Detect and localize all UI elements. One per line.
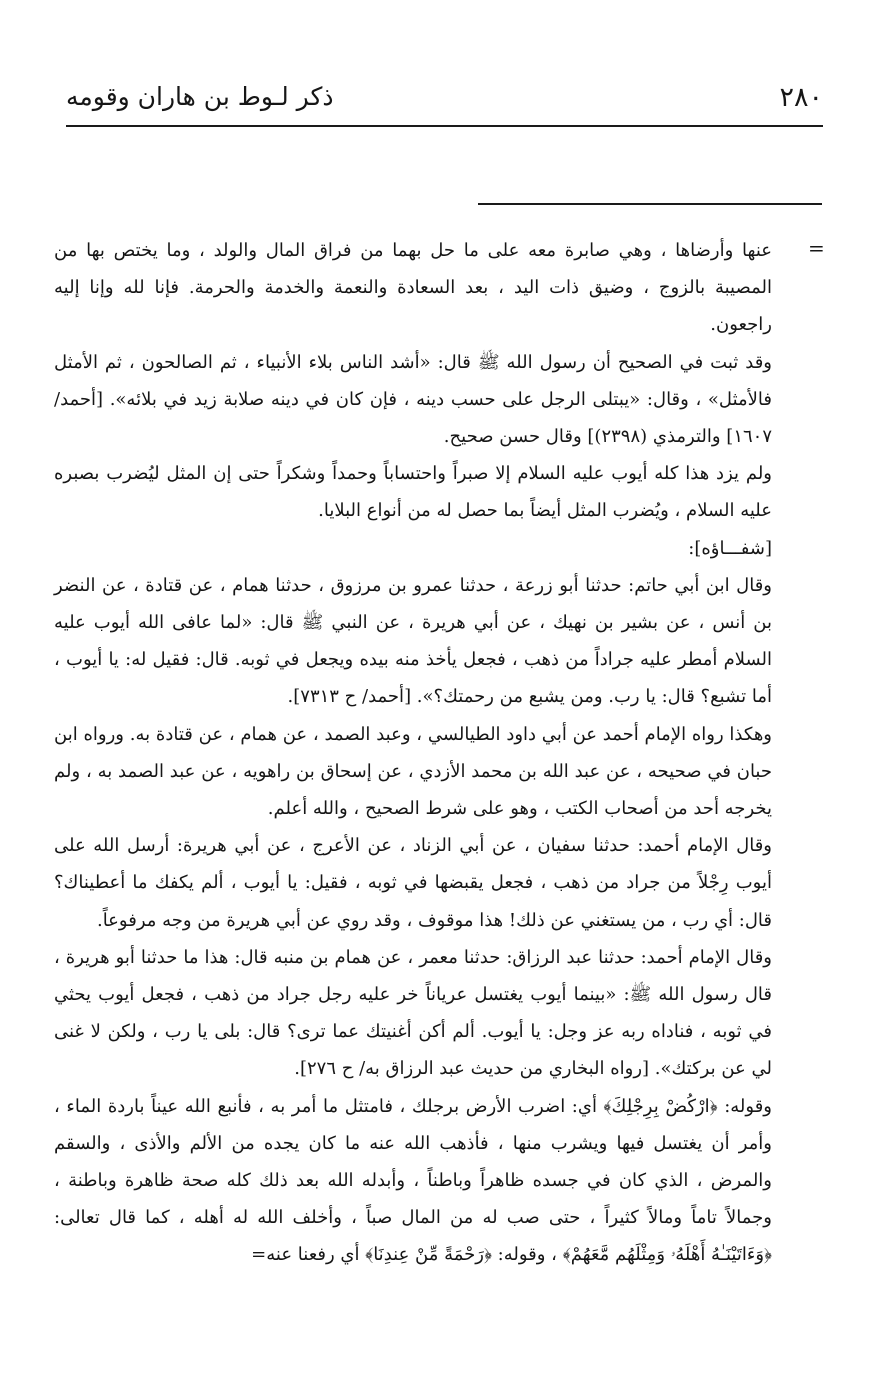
paragraph: عنها وأرضاها ، وهي صابرة معه على ما حل بهما من فراق المال والولد ، وما يختص بها من المصيبة بالزوج ، وضيق ذات اليد ، بعد السعادة والنعمة والخدمة والحرمة. فإنا لله وإنا إليه راجعون.: [54, 240, 772, 336]
section-heading: [شفـــاؤه]:: [688, 537, 772, 559]
paragraph-text: وقوله: ﴿ارْكُضْ بِرِجْلِكَ﴾ أي: اضرب الأرض برجلك ، فامتثل ما أمر به ، فأنبع الله عيناً باردة الماء ، وأمر أن يغتسل فيها ويشرب منها ، فأذهب الله عنه ما كان يجده من الألم والأذى ، والسقم والمرض ، الذي كان في جسده ظاهراً وباطناً ، وأبدله الله بعد ذلك كله صحة ظاهرة وباطنة ، وجمالاً تاماً ومالاً كثيراً ، حتى صب له من المال صباً ، وأخلف الله له أهله ، كما قال تعالى: ﴿وَءَاتَيْنَـٰهُ أَهْلَهُۥ وَمِثْلَهُم مَّعَهُمْ﴾ ، وقوله: ﴿رَحْمَةً مِّنْ عِندِنَا﴾ أي رفعنا عنه: [54, 1095, 772, 1266]
paragraph: ولم يزد هذا كله أيوب عليه السلام إلا صبراً واحتساباً وحمداً وشكراً حتى إن المثل ليُضرب بصبره عليه السلام ، ويُضرب المثل أيضاً بما حصل له من أنواع البلايا.: [54, 463, 772, 522]
paragraph: وهكذا رواه الإمام أحمد عن أبي داود الطيالسي ، وعبد الصمد ، عن همام ، عن قتادة به. ورواه ابن حبان في صحيحه ، عن عبد الله بن محمد الأزدي ، عن إسحاق بن راهويه ، عن عبد الصمد به ، ولم يخرجه أحد من أصحاب الكتب ، وهو على شرط الصحيح ، والله أعلم.: [54, 723, 772, 820]
end-continuation-mark: =: [251, 1244, 267, 1266]
paragraph: وقال الإمام أحمد: حدثنا سفيان ، عن أبي الزناد ، عن الأعرج ، عن أبي هريرة: أرسل الله على أيوب رِجْلاً من جراد من ذهب ، فجعل يقبضها في ثوبه ، فقيل: يا أيوب ، ألم يكفك ما أعطيناك؟ قال: أي رب ، من يستغني عن ذلك! هذا موقوف ، وقد روي عن أبي هريرة من وجه مرفوعاً.: [54, 835, 772, 931]
footnote-divider: [478, 203, 822, 205]
chapter-title: ذكر لـوط بن هاران وقومه: [66, 82, 334, 111]
page-number: ٢٨٠: [779, 82, 823, 113]
continuation-mark: =: [808, 236, 825, 260]
header-divider: [66, 125, 823, 127]
paragraph: وقال الإمام أحمد: حدثنا عبد الرزاق: حدثنا معمر ، عن همام بن منبه قال: هذا ما حدثنا أبو هريرة ، قال رسول الله ﷺ: «بينما أيوب يغتسل عرياناً خر عليه رجل جراد من ذهب ، فجعل أيوب يحثي في ثوبه ، فناداه ربه عز وجل: يا أيوب. ألم أكن أغنيتك عما ترى؟ قال: بلى يا رب ، ولكن لا غنى لي عن بركتك». [رواه البخاري من حديث عبد الرزاق به/ ح ٢٧٦].: [54, 946, 772, 1080]
footnote-body: [54, 232, 772, 1274]
paragraph: وقد ثبت في الصحيح أن رسول الله ﷺ قال: «أشد الناس بلاء الأنبياء ، ثم الصالحون ، ثم الأمثل فالأمثل» ، وقال: «يبتلى الرجل على حسب دينه ، فإن كان في دينه صلابة زيد في بلائه». [أحمد/ ١٦٠٧] والترمذي (٢٣٩٨)] وقال حسن صحيح.: [54, 351, 772, 448]
running-header: [66, 82, 823, 118]
paragraph-last: [54, 1088, 772, 1274]
paragraph: وقال ابن أبي حاتم: حدثنا أبو زرعة ، حدثنا عمرو بن مرزوق ، حدثنا همام ، عن قتادة ، عن النضر بن أنس ، عن بشير بن نهيك ، عن أبي هريرة ، عن النبي ﷺ قال: «لما عافى الله أيوب عليه السلام أمطر عليه جراداً من ذهب ، فجعل يأخذ منه بيده ويجعل في ثوبه. قال: فقيل له: يا أيوب ، أما تشبع؟ قال: يا رب. ومن يشبع من رحمتك؟». [أحمد/ ح ٧٣١٣].: [54, 574, 772, 708]
